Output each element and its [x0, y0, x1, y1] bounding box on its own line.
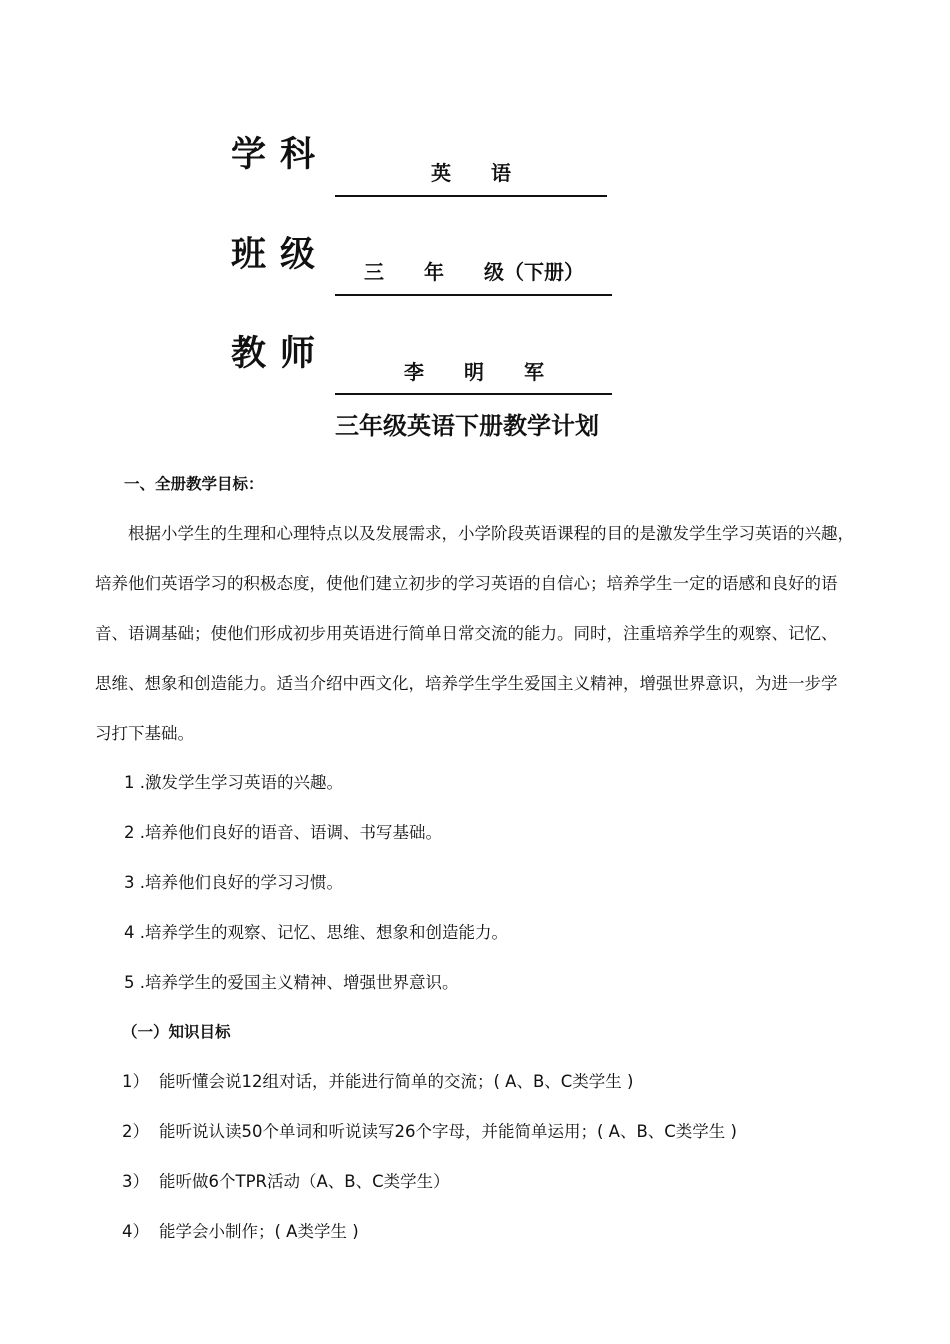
section-heading: 一、全册教学目标：: [124, 475, 264, 493]
grade-underline: [335, 294, 612, 296]
grade-value: 三 年 级（下册）: [364, 260, 584, 284]
goal-item: 3 .培养他们良好的学习习惯。: [124, 873, 343, 892]
knowledge-item-text: 能听懂会说12组对话，并能进行简单的交流；( A、B、C类学生 ): [159, 1072, 634, 1091]
paragraph-line: 根据小学生的生理和心理特点以及发展需求，小学阶段英语课程的目的是激发学生学习英语的兴趣，: [128, 524, 854, 543]
goal-item: 1 .激发学生学习英语的兴趣。: [124, 773, 343, 792]
paragraph-line: 培养他们英语学习的积极态度，使他们建立初步的学习英语的自信心；培养学生一定的语感和良好的语: [95, 574, 838, 593]
teacher-value: 李 明 军: [404, 360, 544, 384]
knowledge-item-number: 2）: [122, 1122, 149, 1141]
subject-underline: [335, 195, 607, 197]
paragraph-line: 习打下基础。: [95, 724, 194, 743]
knowledge-item-text: 能听做6个TPR活动（A、B、C类学生）: [159, 1172, 450, 1191]
subject-label: 学科: [231, 135, 330, 175]
knowledge-item-number: 3）: [122, 1172, 149, 1191]
goal-item: 5 .培养学生的爱国主义精神、增强世界意识。: [124, 973, 459, 992]
knowledge-item-text: 能听说认读50个单词和听说读写26个字母，并能简单运用；( A、B、C类学生 ): [159, 1122, 737, 1141]
knowledge-heading: （一）知识目标: [122, 1023, 231, 1041]
goal-item: 4 .培养学生的观察、记忆、思维、想象和创造能力。: [124, 923, 508, 942]
teacher-label: 教师: [231, 334, 330, 374]
teacher-underline: [335, 393, 612, 395]
knowledge-item-number: 1）: [122, 1072, 149, 1091]
knowledge-item-number: 4）: [122, 1222, 149, 1241]
goal-item: 2 .培养他们良好的语音、语调、书写基础。: [124, 823, 442, 842]
subject-value: 英 语: [431, 161, 511, 185]
document-title: 三年级英语下册教学计划: [335, 412, 599, 440]
paragraph-line: 音、语调基础；使他们形成初步用英语进行简单日常交流的能力。同时，注重培养学生的观察、记忆、: [95, 624, 838, 643]
grade-label: 班级: [231, 235, 330, 275]
paragraph-line: 思维、想象和创造能力。适当介绍中西文化，培养学生学生爱国主义精神，增强世界意识，为进一步学: [95, 674, 838, 693]
knowledge-item-text: 能学会小制作；( A类学生 ): [159, 1222, 359, 1241]
